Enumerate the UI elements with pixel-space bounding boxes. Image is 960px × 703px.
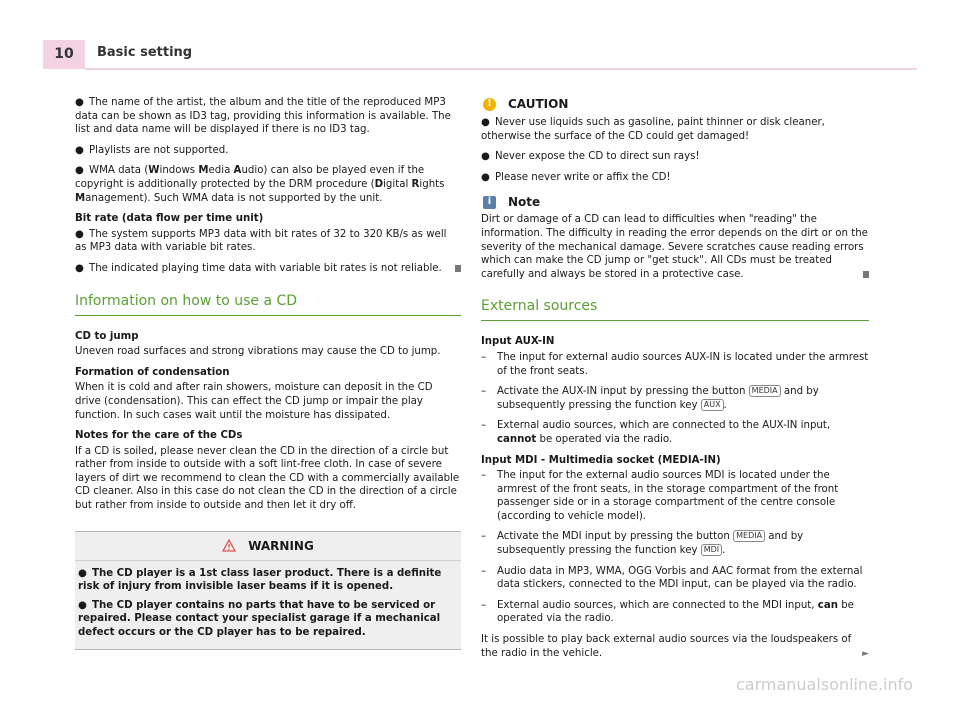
condensation-heading: Formation of condensation bbox=[75, 366, 230, 378]
wma-bullet: ● WMA data (Windows Media Audio) can also be played even if the copyright is additionally protected by the DRM procedure (Digital Rights Management). Such WMA data is not supported by the unit. bbox=[75, 165, 445, 204]
section-end-mark bbox=[455, 265, 461, 272]
list-item: ● The name of the artist, the album and the title of the reproduced MP3 data can be shown as ID3 tag, providing this information is available. The list and data name will be displayed if there is no ID3 tag. bbox=[75, 97, 451, 136]
list-item: – External audio sources, which are connected to the MDI input, can be operated via the radio. bbox=[481, 599, 854, 625]
warning-triangle-icon bbox=[222, 539, 236, 556]
condensation-text: When it is cold and after rain showers, moisture can deposit in the CD drive (condensation). This can effect the CD jump or impair the play function. In such cases wait until the moisture has dissipated. bbox=[75, 382, 433, 421]
page-header-title: Basic setting bbox=[97, 45, 193, 60]
mdi-key: MDI bbox=[701, 544, 722, 556]
aux-heading: Input AUX-IN bbox=[481, 336, 555, 348]
warning-box bbox=[75, 531, 461, 650]
caution-item: ● Please never write or affix the CD! bbox=[481, 171, 671, 183]
cd-jump-heading: CD to jump bbox=[75, 330, 139, 342]
closing-text: It is possible to play back external audio sources via the loudspeakers of the radio in the vehicle. ► bbox=[481, 633, 869, 660]
continue-arrow-icon: ► bbox=[862, 648, 869, 659]
list-item: – The input for the external audio sources MDI is located under the armrest of the front seats, in the storage compartment of the front passenger side or in a storage compartment of the centre console (according to vehicle model). bbox=[481, 470, 839, 522]
left-column bbox=[75, 96, 461, 650]
right-column bbox=[481, 96, 869, 667]
warning-header: WARNING bbox=[75, 532, 461, 561]
exclamation-icon: ! bbox=[483, 98, 496, 111]
list-item: – External audio sources, which are connected to the AUX-IN input, cannot be operated via the radio. bbox=[481, 420, 831, 445]
list-item: – The input for external audio sources AUX-IN is located under the armrest of the front seats. bbox=[481, 351, 869, 377]
mdi-heading: Input MDI - Multimedia socket (MEDIA-IN) bbox=[481, 454, 721, 466]
list-item: ● Playlists are not supported. bbox=[75, 144, 229, 156]
bitrate-heading: Bit rate (data flow per time unit) bbox=[75, 213, 264, 225]
note-header: i Note bbox=[481, 194, 869, 210]
header-rule bbox=[85, 68, 917, 70]
section-title-cd: Information on how to use a CD bbox=[75, 292, 461, 316]
media-key: MEDIA bbox=[749, 385, 781, 397]
care-text: If a CD is soiled, please never clean the CD in the direction of a circle but rather from inside to outside with a soft lint-free cloth. In case of severe layers of dirt we recommend to clean the CD with a commercially available CD cleaner. Also in this case do not clean the CD in the direction of a circle but rather from inside to outside and then let it dry off. bbox=[75, 445, 460, 512]
warning-item: ● The CD player is a 1st class laser product. There is a definite risk of injury from invisible laser beams if it is opened. bbox=[78, 567, 442, 593]
caution-header: ! CAUTION bbox=[481, 96, 869, 112]
note-text: Dirt or damage of a CD can lead to difficulties when "reading" the information. The difficulty in reading the error depends on the dirt or on the severity of the mechanical damage. Severe scratches cause reading errors which can make the CD jump or "get stuck". All CDs must be treated carefully and always be stored in a protective case. bbox=[481, 214, 868, 280]
page-number: 10 bbox=[43, 40, 85, 69]
list-item: – Audio data in MP3, WMA, OGG Vorbis and AAC format from the external data stickers, connected to the MDI input, can be played via the radio. bbox=[481, 565, 863, 591]
watermark: carmanualsonline.info bbox=[736, 675, 914, 694]
care-heading: Notes for the care of the CDs bbox=[75, 430, 243, 442]
caution-item: ● Never expose the CD to direct sun rays! bbox=[481, 151, 700, 163]
list-item: ● The indicated playing time data with variable bit rates is not reliable. bbox=[75, 262, 461, 276]
media-key: MEDIA bbox=[733, 530, 765, 542]
list-item: – Activate the MDI input by pressing the button MEDIA and by subsequently pressing the function key MDI . bbox=[481, 531, 804, 557]
section-title-external: External sources bbox=[481, 297, 869, 321]
list-item: ● The system supports MP3 data with bit rates of 32 to 320 KB/s as well as MP3 data with variable bit rates. bbox=[75, 228, 447, 254]
warning-item: ● The CD player contains no parts that have to be serviced or repaired. Please contact your specialist garage if a mechanical defect occurs or the CD player has to be repaired. bbox=[78, 599, 441, 639]
list-item: – Activate the AUX-IN input by pressing the button MEDIA and by subsequently pressing the function key AUX . bbox=[481, 386, 819, 411]
info-icon: i bbox=[483, 196, 496, 209]
section-end-mark bbox=[863, 271, 869, 278]
caution-item: ● Never use liquids such as gasoline, paint thinner or disk cleaner, otherwise the surface of the CD could get damaged! bbox=[481, 117, 825, 142]
cd-jump-text: Uneven road surfaces and strong vibrations may cause the CD to jump. bbox=[75, 346, 441, 358]
aux-key: AUX bbox=[701, 399, 724, 411]
